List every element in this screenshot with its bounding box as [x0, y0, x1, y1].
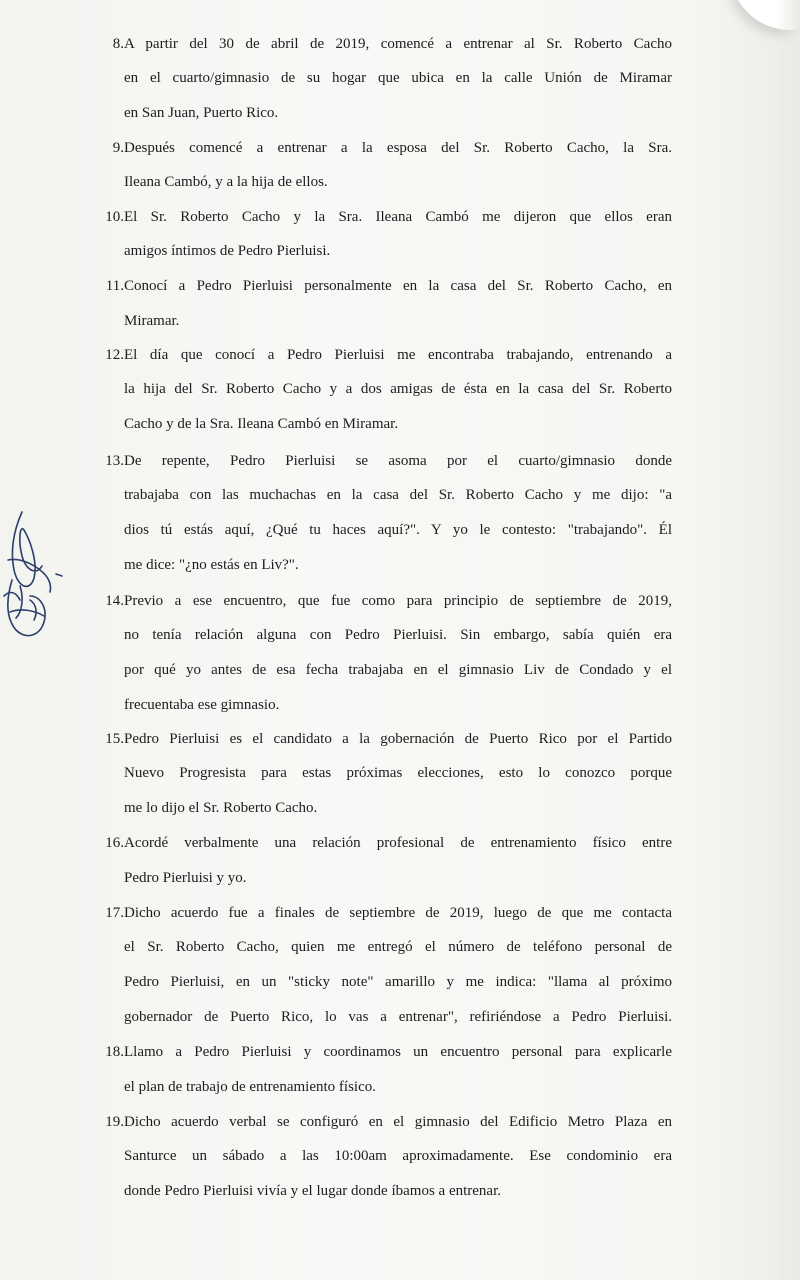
item-text-line: gobernador de Puerto Rico, lo vas a entrenar", refiriéndose a Pedro Pierluisi.	[124, 1009, 672, 1025]
item-number: 9.	[112, 140, 124, 156]
item-text-line: amigos íntimos de Pedro Pierluisi.	[124, 243, 331, 259]
item-text-line: Miramar.	[124, 313, 180, 329]
item-text-line: Dicho acuerdo fue a finales de septiembre de 2019, luego de que me contacta	[124, 905, 672, 921]
item-text-line: Santurce un sábado a las 10:00am aproximadamente. Ese condominio era	[124, 1148, 672, 1164]
item-number: 19.	[105, 1114, 124, 1130]
item-text-line: De repente, Pedro Pierluisi se asoma por el cuarto/gimnasio donde	[124, 453, 672, 469]
item-text-line: no tenía relación alguna con Pedro Pierluisi. Sin embargo, sabía quién era	[124, 627, 672, 643]
item-number: 14.	[105, 593, 124, 609]
item-text-line: la hija del Sr. Roberto Cacho y a dos amigas de ésta en la casa del Sr. Roberto	[124, 381, 672, 397]
item-text-line: Conocí a Pedro Pierluisi personalmente en la casa del Sr. Roberto Cacho, en	[124, 278, 672, 294]
item-number: 10.	[105, 209, 124, 225]
item-text-line: El Sr. Roberto Cacho y la Sra. Ileana Cambó me dijeron que ellos eran	[124, 209, 672, 225]
item-number: 17.	[105, 905, 124, 921]
item-number: 18.	[105, 1044, 124, 1060]
item-text-line: Nuevo Progresista para estas próximas elecciones, esto lo conozco porque	[124, 765, 672, 781]
item-text-line: en San Juan, Puerto Rico.	[124, 105, 279, 121]
item-number: 11.	[105, 278, 124, 294]
item-text-line: donde Pedro Pierluisi vivía y el lugar donde íbamos a entrenar.	[124, 1183, 501, 1199]
item-text-line: por qué yo antes de esa fecha trabajaba en el gimnasio Liv de Condado y el	[124, 662, 672, 678]
item-number: 13.	[105, 453, 124, 469]
item-text-line: Pedro Pierluisi es el candidato a la gobernación de Puerto Rico por el Partido	[124, 731, 672, 747]
handwritten-initials-signature	[0, 500, 80, 650]
item-number: 12.	[105, 347, 124, 363]
item-text-line: el plan de trabajo de entrenamiento físico.	[124, 1079, 376, 1095]
item-text-line: Después comencé a entrenar a la esposa del Sr. Roberto Cacho, la Sra.	[124, 140, 672, 156]
item-text-line: A partir del 30 de abril de 2019, comencé a entrenar al Sr. Roberto Cacho	[124, 36, 672, 52]
item-text-line: Ileana Cambó, y a la hija de ellos.	[124, 174, 328, 190]
item-number: 8.	[112, 36, 124, 52]
item-number: 15.	[105, 731, 124, 747]
item-number: 16.	[105, 835, 124, 851]
item-text-line: Pedro Pierluisi, en un "sticky note" amarillo y me indica: "llama al próximo	[124, 974, 672, 990]
item-text-line: Acordé verbalmente una relación profesional de entrenamiento físico entre	[124, 835, 672, 851]
item-text-line: dios tú estás aquí, ¿Qué tu haces aquí?". Y yo le contesto: "trabajando". Él	[124, 522, 672, 538]
item-text-line: Pedro Pierluisi y yo.	[124, 870, 247, 886]
item-text-line: El día que conocí a Pedro Pierluisi me encontraba trabajando, entrenando a	[124, 347, 672, 363]
item-text-line: en el cuarto/gimnasio de su hogar que ubica en la calle Unión de Miramar	[124, 70, 672, 86]
item-text-line: me lo dijo el Sr. Roberto Cacho.	[124, 800, 318, 816]
item-text-line: Previo a ese encuentro, que fue como para principio de septiembre de 2019,	[124, 593, 672, 609]
item-text-line: Cacho y de la Sra. Ileana Cambó en Miramar.	[124, 416, 399, 432]
item-text-line: Dicho acuerdo verbal se configuró en el gimnasio del Edificio Metro Plaza en	[124, 1114, 672, 1130]
item-text-line: Llamo a Pedro Pierluisi y coordinamos un encuentro personal para explicarle	[124, 1044, 672, 1060]
item-text-line: trabajaba con las muchachas en la casa del Sr. Roberto Cacho y me dijo: "a	[124, 487, 672, 503]
item-text-line: me dice: "¿no estás en Liv?".	[124, 557, 299, 573]
item-text-line: el Sr. Roberto Cacho, quien me entregó el número de teléfono personal de	[124, 939, 672, 955]
item-text-line: frecuentaba ese gimnasio.	[124, 697, 280, 713]
